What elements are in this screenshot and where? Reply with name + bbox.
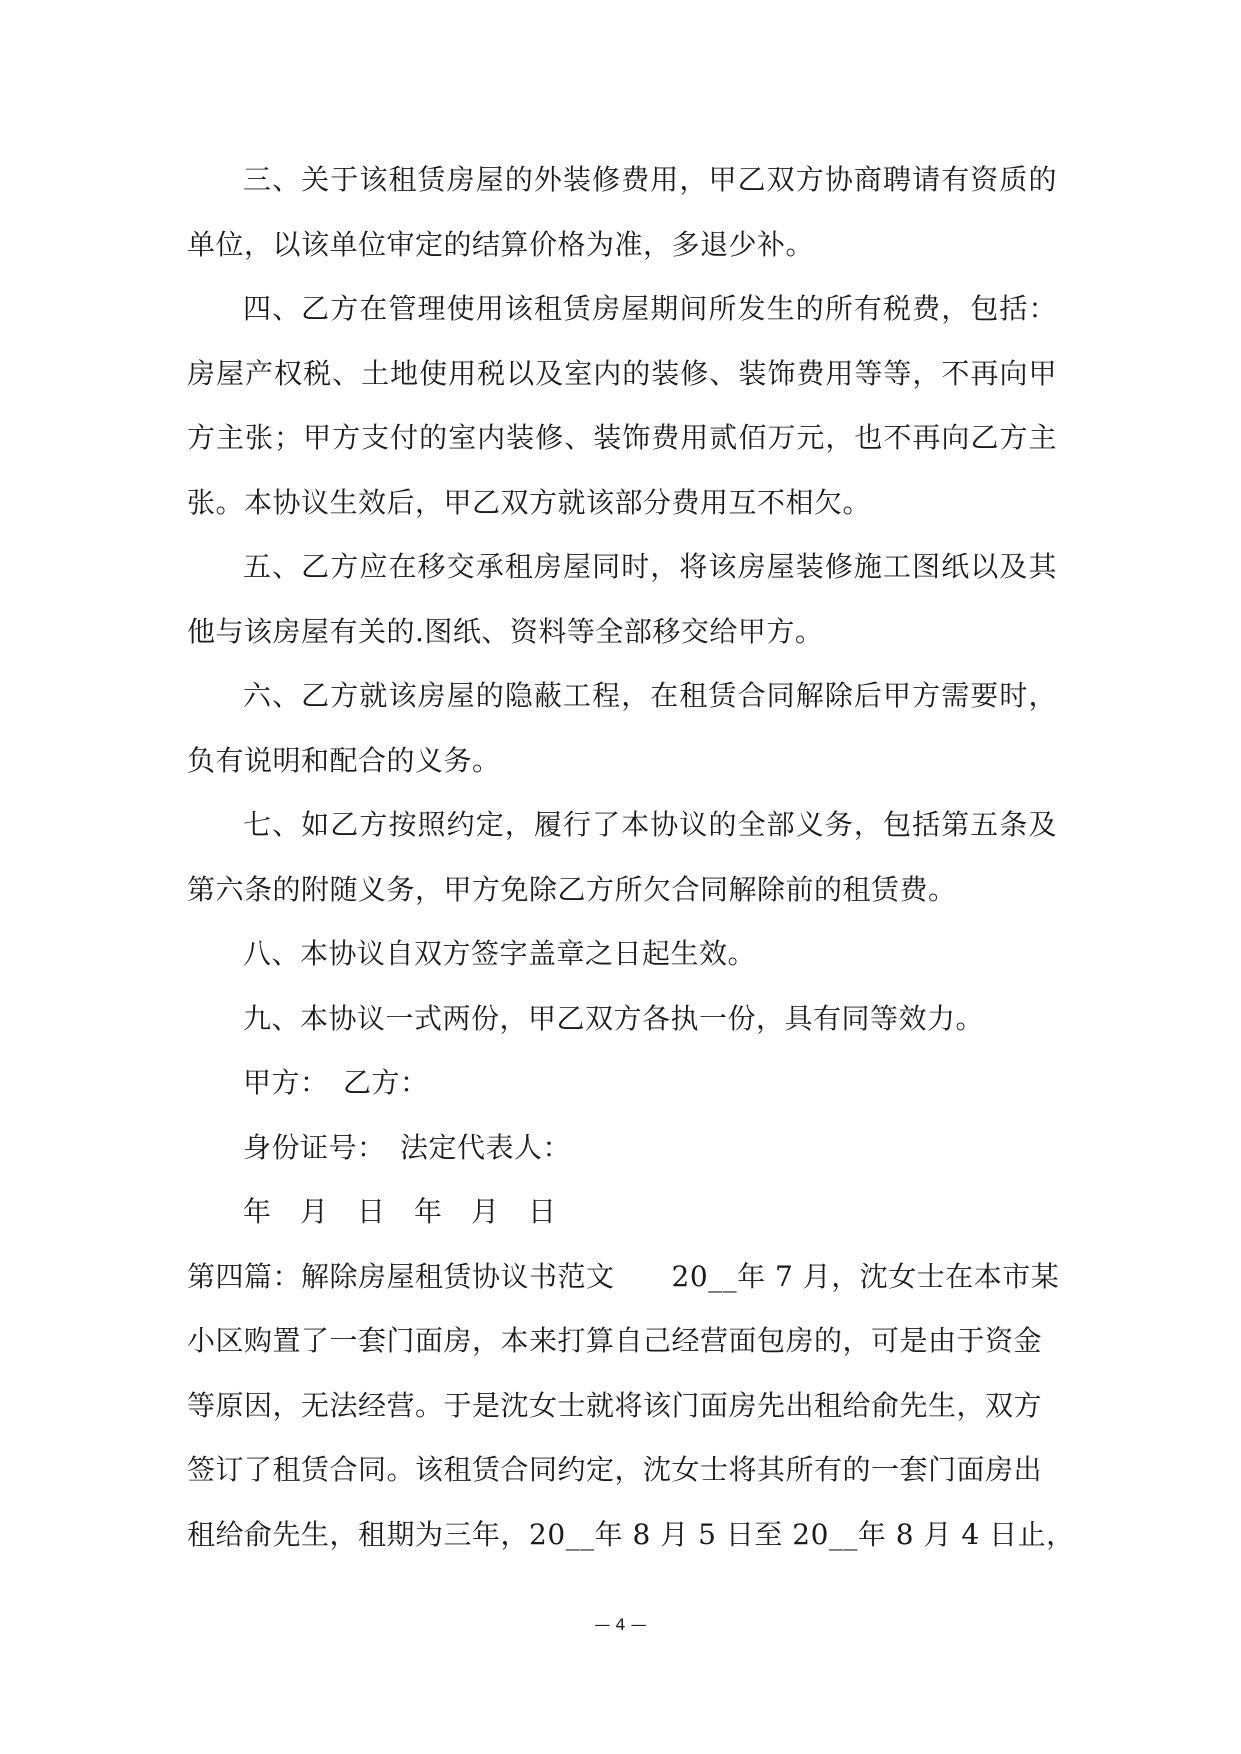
article-line: 租给俞先生，租期为三年，20__年 8 月 5 日至 20__年 8 月 4 日止， xyxy=(187,1517,1075,1551)
signature-dates: 年 月 日 年 月 日 xyxy=(243,1195,557,1228)
clause-5: 五、乙方应在移交承租房屋同时，将该房屋装修施工图纸以及其他与该房屋有关的.图纸、资料等全部移交给甲方。 xyxy=(187,550,1057,648)
article-line: 第四篇：解除房屋租赁协议书范文 20__年 7 月，沈女士在本市某 xyxy=(187,1259,1060,1293)
clause-8: 八、本协议自双方签字盖章之日起生效。 xyxy=(243,937,757,970)
clause-4: 四、乙方在管理使用该租赁房屋期间所发生的所有税费，包括：房屋产权税、土地使用税以及室内的装修、装饰费用等等，不再向甲方主张；甲方支付的室内装修、装饰费用贰佰万元，也不再向乙方主张。本协议生效后，甲乙双方就该部分费用互不相欠。 xyxy=(187,292,1057,519)
clause-6: 六、乙方就该房屋的隐蔽工程，在租赁合同解除后甲方需要时，负有说明和配合的义务。 xyxy=(187,679,1057,777)
clause-7: 七、如乙方按照约定，履行了本协议的全部义务，包括第五条及第六条的附随义务，甲方免除乙方所欠合同解除前的租赁费。 xyxy=(187,808,1057,906)
article-line: 等原因，无法经营。于是沈女士就将该门面房先出租给俞先生，双方 xyxy=(187,1388,1043,1422)
signature-ids: 身份证号： 法定代表人： xyxy=(243,1130,572,1164)
document-body xyxy=(187,148,1075,1567)
article-four-paragraph xyxy=(187,1245,1075,1568)
clause-3: 三、关于该租赁房屋的外装修费用，甲乙双方协商聘请有资质的单位，以该单位审定的结算价格为准，多退少补。 xyxy=(187,163,1057,261)
article-line: 签订了租赁合同。该租赁合同约定，沈女士将其所有的一套门面房出 xyxy=(187,1453,1043,1486)
clause-9: 九、本协议一式两份，甲乙双方各执一份，具有同等效力。 xyxy=(243,1001,985,1035)
page-number: — 4 — xyxy=(594,1615,647,1634)
signature-parties: 甲方： 乙方： xyxy=(243,1066,429,1099)
article-line: 小区购置了一套门面房，本来打算自己经营面包房的，可是由于资金 xyxy=(187,1324,1043,1357)
